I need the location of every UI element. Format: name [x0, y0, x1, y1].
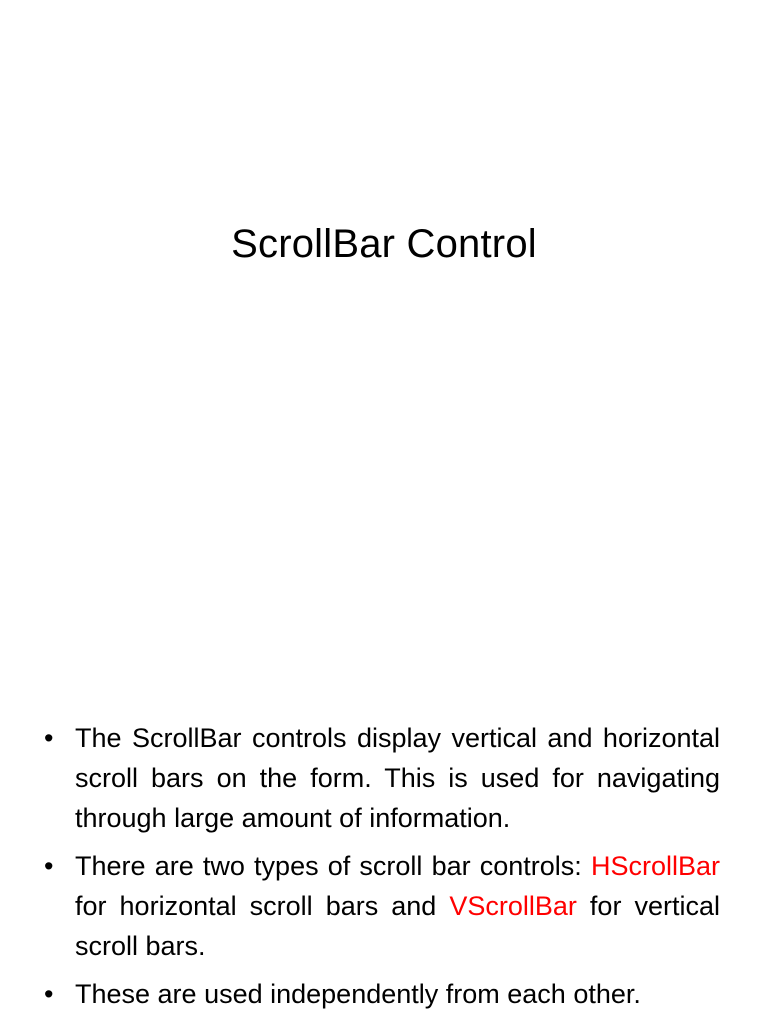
bullet-text-part1: There are two types of scroll bar controls:: [75, 851, 591, 881]
vscrollbar-term: VScrollBar: [449, 891, 577, 921]
bullet-text: The ScrollBar controls display vertical and horizontal scroll bars on the form. This is used for navigating through large amount of information.: [75, 723, 720, 833]
bullet-item-3: [44, 974, 720, 1014]
hscrollbar-term: HScrollBar: [590, 851, 720, 881]
bullet-dot-icon: •: [44, 851, 54, 881]
bullet-item-1: [44, 718, 720, 838]
bullet-dot-icon: •: [44, 723, 54, 753]
bullet-text: These are used independently from each other.: [75, 979, 641, 1009]
slide-title: ScrollBar Control: [231, 222, 537, 266]
bullet-item-2: [44, 846, 720, 966]
content-slide: [0, 576, 768, 1024]
bullet-text-part2: for horizontal scroll bars and: [75, 891, 450, 921]
bullet-dot-icon: •: [44, 979, 54, 1009]
bullet-text-part3: for vertical scroll bars.: [75, 891, 720, 961]
bullet-list: [44, 718, 720, 1022]
